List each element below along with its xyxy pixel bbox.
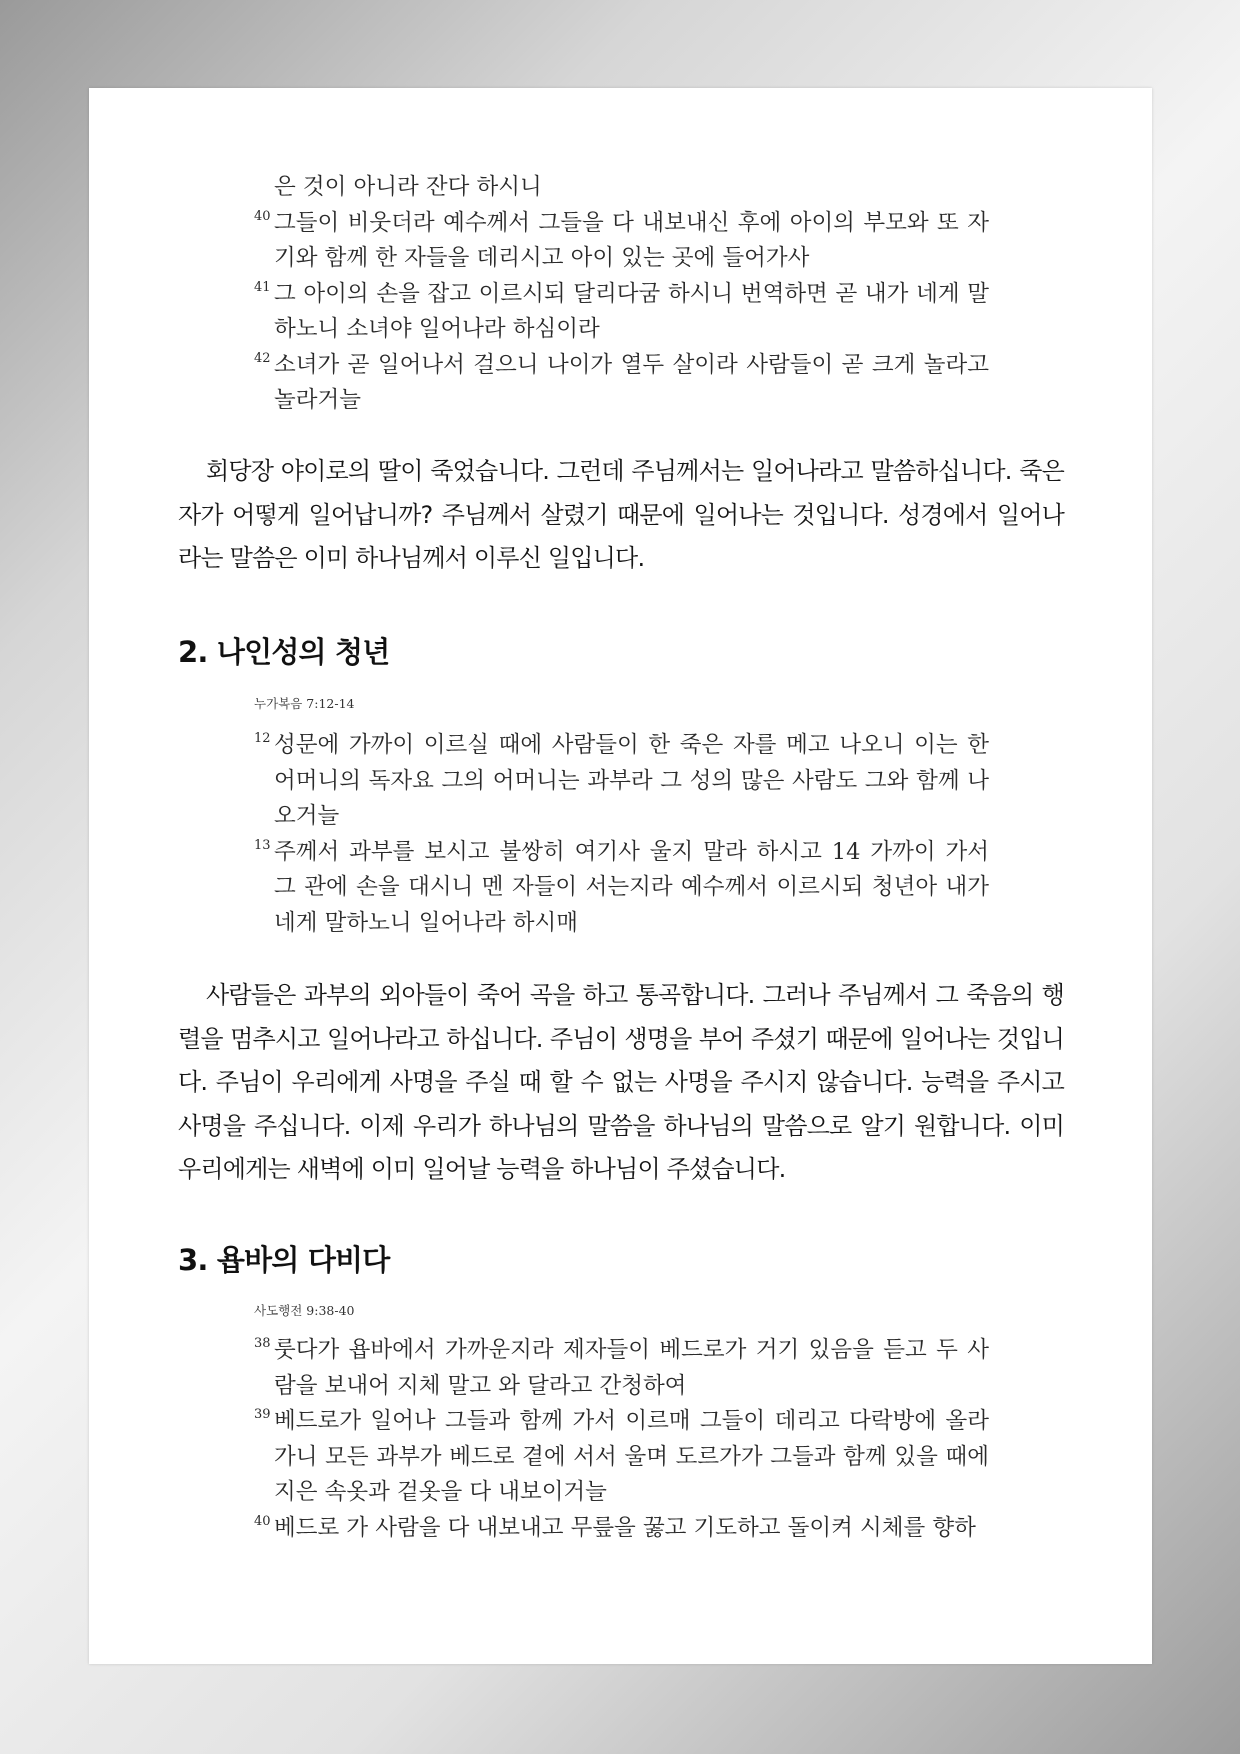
verse-41	[254, 277, 989, 348]
verse-text: 룻다가 욥바에서 가까운지라 제자들이 베드로가 거기 있음을 듣고 두 사람을 보내어 지체 말고 와 달라고 간청하여	[274, 1337, 989, 1399]
verse-number: 40	[254, 208, 271, 224]
verse-list-section-3	[254, 1333, 989, 1546]
verse-number: 12	[254, 731, 271, 746]
verse-number: 39	[254, 1407, 271, 1422]
verse-text: 베드로 가 사람을 다 내보내고 무릎을 꿇고 기도하고 돌이켜 시체를 향하	[274, 1514, 976, 1541]
verse-39	[254, 1404, 989, 1511]
verse-number: 40	[254, 1513, 271, 1529]
verse-text: 그들이 비웃더라 예수께서 그들을 다 내보내신 후에 아이의 부모와 또 자기와 함께 한 자들을 데리시고 아이 있는 곳에 들어가사	[274, 209, 989, 271]
verse-number: 13	[254, 837, 271, 853]
verse-text: 성문에 가까이 이르실 때에 사람들이 한 죽은 자를 메고 나오니 이는 한 어머니의 독자요 그의 어머니는 과부라 그 성의 많은 사람도 그와 함께 나오거늘	[274, 732, 989, 829]
verse-text: 소녀가 곧 일어나서 걸으니 나이가 열두 살이라 사람들이 곧 크게 놀라고 놀라거늘	[274, 351, 989, 413]
scripture-reference-2: 누가복음 7:12-14	[254, 696, 355, 711]
section-heading-2: 2. 나인성의 청년	[178, 635, 390, 669]
verse-40	[254, 206, 989, 277]
verse-text: 주께서 과부를 보시고 불쌍히 여기사 울지 말라 하시고 14 가까이 가서 그 관에 손을 대시니 멘 자들이 서는지라 예수께서 이르시되 청년아 내가 네게 말하노니 일어나라 하시매	[274, 838, 989, 936]
verse-38	[254, 1333, 989, 1404]
verse-number: 38	[254, 1336, 271, 1351]
verse-40-acts	[254, 1511, 989, 1547]
verse-number: 41	[254, 279, 271, 295]
document-page	[89, 88, 1152, 1664]
body-paragraph-1: 회당장 야이로의 딸이 죽었습니다. 그런데 주님께서는 일어나라고 말씀하십니다. 죽은 자가 어떻게 일어납니까? 주님께서 살렸기 때문에 일어나는 것입니다. 성경에서 일어나라는 말씀은 이미 하나님께서 이루신 일입니다.	[178, 457, 1064, 572]
verse-42	[254, 348, 989, 419]
section-heading-3: 3. 욥바의 다비다	[178, 1243, 390, 1277]
verse-text: 베드로가 일어나 그들과 함께 가서 이르매 그들이 데리고 다락방에 올라가니 모든 과부가 베드로 곁에 서서 울며 도르가가 그들과 함께 있을 때에 지은 속옷과 겉옷을 다 내보이거늘	[274, 1408, 989, 1505]
verse-continuation	[254, 170, 989, 206]
verse-13	[254, 835, 989, 942]
verse-text: 은 것이 아니라 잔다 하시니	[274, 174, 542, 200]
verse-list-top	[254, 170, 989, 419]
verse-12	[254, 728, 989, 835]
body-paragraph-2: 사람들은 과부의 외아들이 죽어 곡을 하고 통곡합니다. 그러나 주님께서 그 죽음의 행렬을 멈추시고 일어나라고 하십니다. 주님이 생명을 부어 주셨기 때문에 일어나는 것입니다. 주님이 우리에게 사명을 주실 때 할 수 없는 사명을 주시지 않습니다. 능력을 주시고 사명을 주십니다. 이제 우리가 하나님의 말씀을 하나님의 말씀으로 알기 원합니다. 이미 우리에게는 새벽에 이미 일어날 능력을 하나님이 주셨습니다.	[178, 981, 1064, 1183]
verse-list-section-2	[254, 728, 989, 941]
verse-text: 그 아이의 손을 잡고 이르시되 달리다굼 하시니 번역하면 곧 내가 네게 말하노니 소녀야 일어나라 하심이라	[274, 280, 989, 342]
verse-number: 42	[254, 350, 271, 366]
scripture-reference-3: 사도행전 9:38-40	[254, 1303, 355, 1318]
